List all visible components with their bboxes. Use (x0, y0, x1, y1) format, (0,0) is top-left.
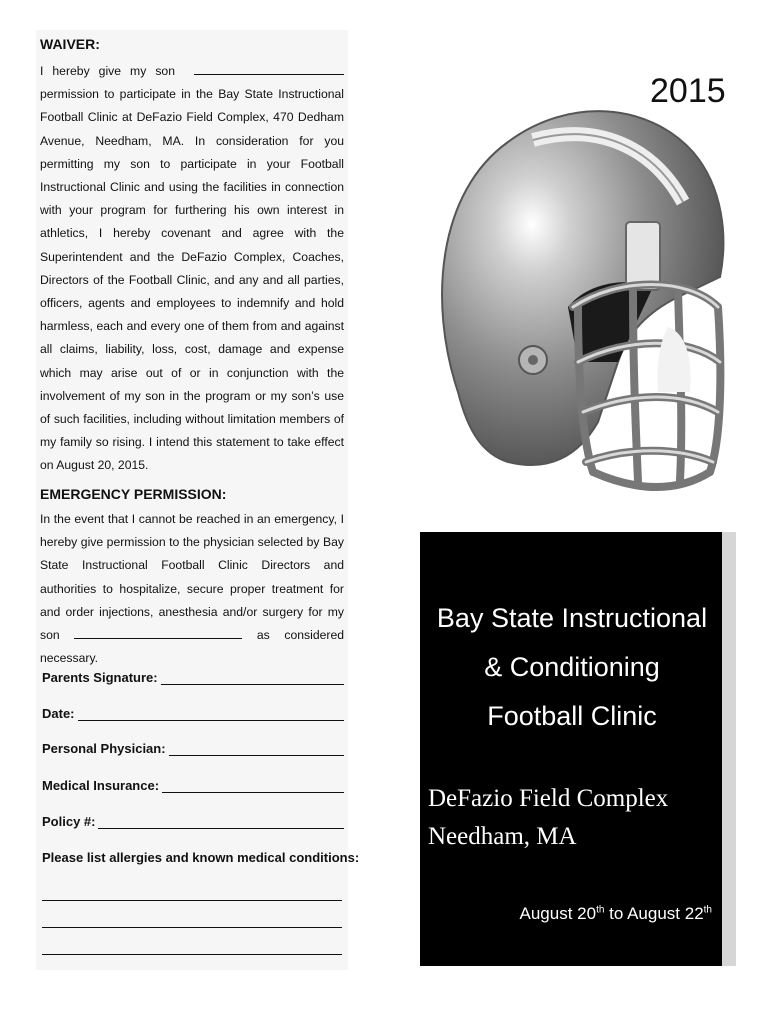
location-line-2: Needham, MA (428, 823, 577, 850)
personal-physician-field[interactable] (42, 741, 344, 756)
football-helmet-icon (428, 62, 734, 530)
waiver-intro: I hereby give my son (40, 64, 175, 78)
clinic-title-line-3: Football Clinic (487, 701, 657, 731)
waiver-heading: WAIVER: (40, 36, 100, 52)
son-name-blank-2[interactable] (74, 628, 242, 639)
emergency-heading: EMERGENCY PERMISSION: (40, 486, 227, 502)
clinic-dates (520, 904, 713, 924)
location-line-1: DeFazio Field Complex (428, 785, 669, 812)
waiver-body: permission to participate in the Bay State Instructional Football Clinic at DeFazio Field Complex, 470 Dedham Avenue, Needham, MA. In consideration for you permitting my son to participate in your Football Instructional Clinic and using the facilities in connection with your program for furthering his own interest in athletics, I hereby covenant and agree with the Superintendent and the DeFazio Complex, Coaches, Directors of the Football Clinic, and any and all parties, officers, agents and employees to indemnify and hold harmless, each and every one of them from and against all claims, liability, loss, cost, damage and expense which may arise out of or in conjunction with the involvement of my son in the program or my son’s use of such facilities, including without limitation members of my family so rising. I intend this statement to take effect on August 20, 2015. (40, 87, 344, 473)
medical-insurance-line[interactable] (162, 780, 344, 793)
date-line[interactable] (78, 708, 344, 721)
date-field[interactable] (42, 706, 344, 721)
medical-insurance-field[interactable] (42, 778, 344, 793)
policy-line[interactable] (98, 816, 344, 829)
allergies-line-2[interactable] (42, 927, 342, 928)
personal-physician-label: Personal Physician: (42, 741, 166, 756)
allergies-line-3[interactable] (42, 954, 342, 955)
date-start: August 20 (519, 904, 597, 923)
allergies-line-1[interactable] (42, 900, 342, 901)
parents-signature-line[interactable] (161, 672, 344, 685)
medical-insurance-label: Medical Insurance: (42, 778, 160, 793)
waiver-text (40, 60, 344, 478)
clinic-title (422, 594, 722, 741)
personal-physician-line[interactable] (169, 743, 344, 756)
date-to: to August 22 (604, 904, 704, 923)
date-end-sup: th (703, 904, 712, 916)
policy-label: Policy #: (42, 814, 96, 829)
date-label: Date: (42, 706, 75, 721)
emergency-text (40, 508, 344, 670)
allergies-label: Please list allergies and known medical conditions: (42, 850, 360, 865)
policy-field[interactable] (42, 814, 344, 829)
parents-signature-label: Parents Signature: (42, 670, 158, 685)
emergency-body: In the event that I cannot be reached in an emergency, I hereby give permission to the physician selected by Bay State Instructional Football Clinic Directors and authorities to hospitalize, secure proper treatment for and order injections, anesthesia and/or surgery for my son (40, 512, 344, 643)
emergency-tail: as considered necessary. (40, 628, 345, 666)
parents-signature-field[interactable] (42, 670, 344, 685)
clinic-title-line-2: & Conditioning (484, 652, 660, 682)
clinic-title-line-1: Bay State Instructional (436, 603, 708, 633)
cover-panel-edge (722, 532, 736, 966)
year-label: 2015 (650, 72, 726, 110)
location (428, 780, 668, 856)
son-name-blank[interactable] (194, 64, 344, 75)
date-start-sup: th (596, 904, 605, 916)
